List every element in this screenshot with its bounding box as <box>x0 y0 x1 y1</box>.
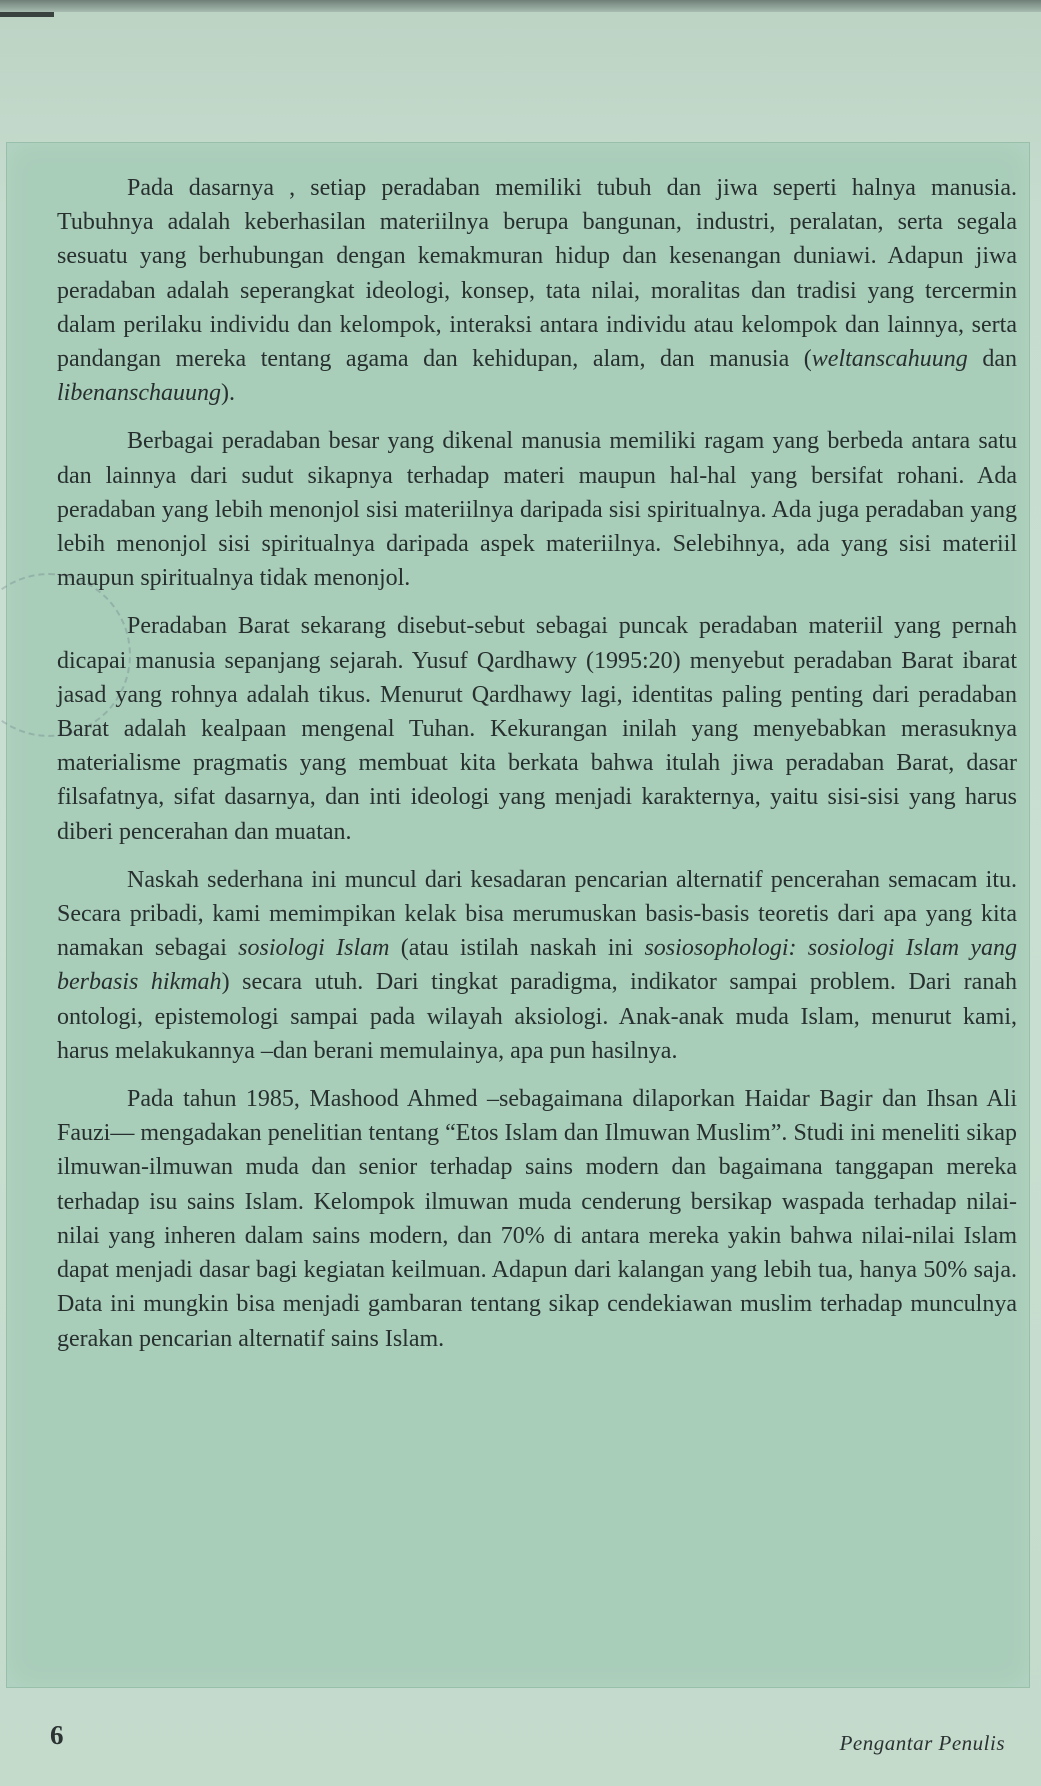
text-panel <box>6 142 1030 1688</box>
text-run: ) secara utuh. Dari tingkat paradigma, indikator sampai problem. Dari ranah ontologi, epistemologi sampai pada wilayah aksiologi. Anak-anak muda Islam, menurut kami, harus melakukannya –dan berani memulainya, apa pun hasilnya. <box>57 969 1017 1064</box>
top-rule-mark <box>0 12 54 17</box>
text-run: dan <box>967 346 1017 373</box>
text-run: (atau istilah naskah ini <box>389 935 645 962</box>
italic-term: sosiologi Islam <box>238 935 390 962</box>
paragraph-4 <box>57 863 1017 1068</box>
page-number: 6 <box>50 1720 64 1750</box>
text-run: Peradaban Barat sekarang disebut-sebut sebagai puncak peradaban materiil yang pernah dicapai manusia sepanjang sejarah. Yusuf Qardhawy (1995:20) menyebut peradaban Barat ibarat jasad yang rohnya adalah tikus. Menurut Qardhawy lagi, identitas paling penting dari peradaban Barat adalah kealpaan mengenal Tuhan. Kekurangan inilah yang menyebabkan merasuknya materialisme pragmatis yang membuat kita berkata bahwa itulah jiwa peradaban Barat, dasar filsafatnya, sifat dasarnya, dan inti ideologi yang menjadi karakternya, yaitu sisi-sisi yang harus diberi pencerahan dan muatan. <box>57 613 1017 845</box>
paragraph-3 <box>57 609 1017 848</box>
paragraph-2 <box>57 424 1017 595</box>
paragraph-5 <box>57 1082 1017 1356</box>
italic-term: weltanscahuung <box>811 346 968 373</box>
page-top-edge <box>0 0 1041 12</box>
running-title: Pengantar Penulis <box>839 1731 1005 1755</box>
body-text <box>57 171 1017 1370</box>
paragraph-1 <box>57 171 1017 410</box>
text-run: Pada tahun 1985, Mashood Ahmed –sebagaimana dilaporkan Haidar Bagir dan Ihsan Ali Fauzi— mengadakan penelitian tentang “Etos Islam dan Ilmuwan Muslim”. Studi ini meneliti sikap ilmuwan-ilmuwan muda dan senior terhadap sains modern dan bagaimana tanggapan mereka terhadap isu sains Islam. Kelompok ilmuwan muda cenderung bersikap waspada terhadap nilai-nilai yang inheren dalam sains modern, dan 70% di antara mereka yakin bahwa nilai-nilai Islam dapat menjadi dasar bagi kegiatan keilmuan. Adapun dari kalangan yang lebih tua, hanya 50% saja. Data ini mungkin bisa menjadi gambaran tentang sikap cendekiawan muslim terhadap munculnya gerakan pencarian alternatif sains Islam. <box>57 1086 1017 1352</box>
text-run: Naskah sederhana ini muncul dari kesadaran pencarian alternatif pencerahan semacam itu. Secara pribadi, kami memimpikan kelak bisa merumuskan basis-basis teoretis dari apa yang kita namakan sebagai <box>57 866 1017 962</box>
text-run: ). <box>220 380 235 407</box>
italic-term: libenanschauung <box>57 380 221 407</box>
text-run: Pada dasarnya , setiap peradaban memiliki tubuh dan jiwa seperti halnya manusia. Tubuhnya adalah keberhasilan materiilnya berupa bangunan, industri, peralatan, serta segala sesuatu yang berhubungan dengan kemakmuran hidup dan kesenangan duniawi. Adapun jiwa peradaban adalah seperangkat ideologi, konsep, tata nilai, moralitas dan tradisi yang tercermin dalam perilaku individu dan kelompok, interaksi antara individu atau kelompok dan lainnya, serta pandangan mereka tentang agama dan kehidupan, alam, dan manusia ( <box>57 175 1017 373</box>
italic-term: sosiosophologi: sosiologi Islam yang berbasis hikmah <box>57 935 1017 996</box>
text-run: Berbagai peradaban besar yang dikenal manusia memiliki ragam yang berbeda antara satu dan lainnya dari sudut sikapnya terhadap materi maupun hal-hal yang bersifat rohani. Ada peradaban yang lebih menonjol sisi materiilnya daripada sisi spiritualnya. Ada juga peradaban yang lebih menonjol sisi spiritualnya daripada aspek materiilnya. Selebihnya, ada yang sisi materiil maupun spiritualnya tidak menonjol. <box>57 428 1017 592</box>
